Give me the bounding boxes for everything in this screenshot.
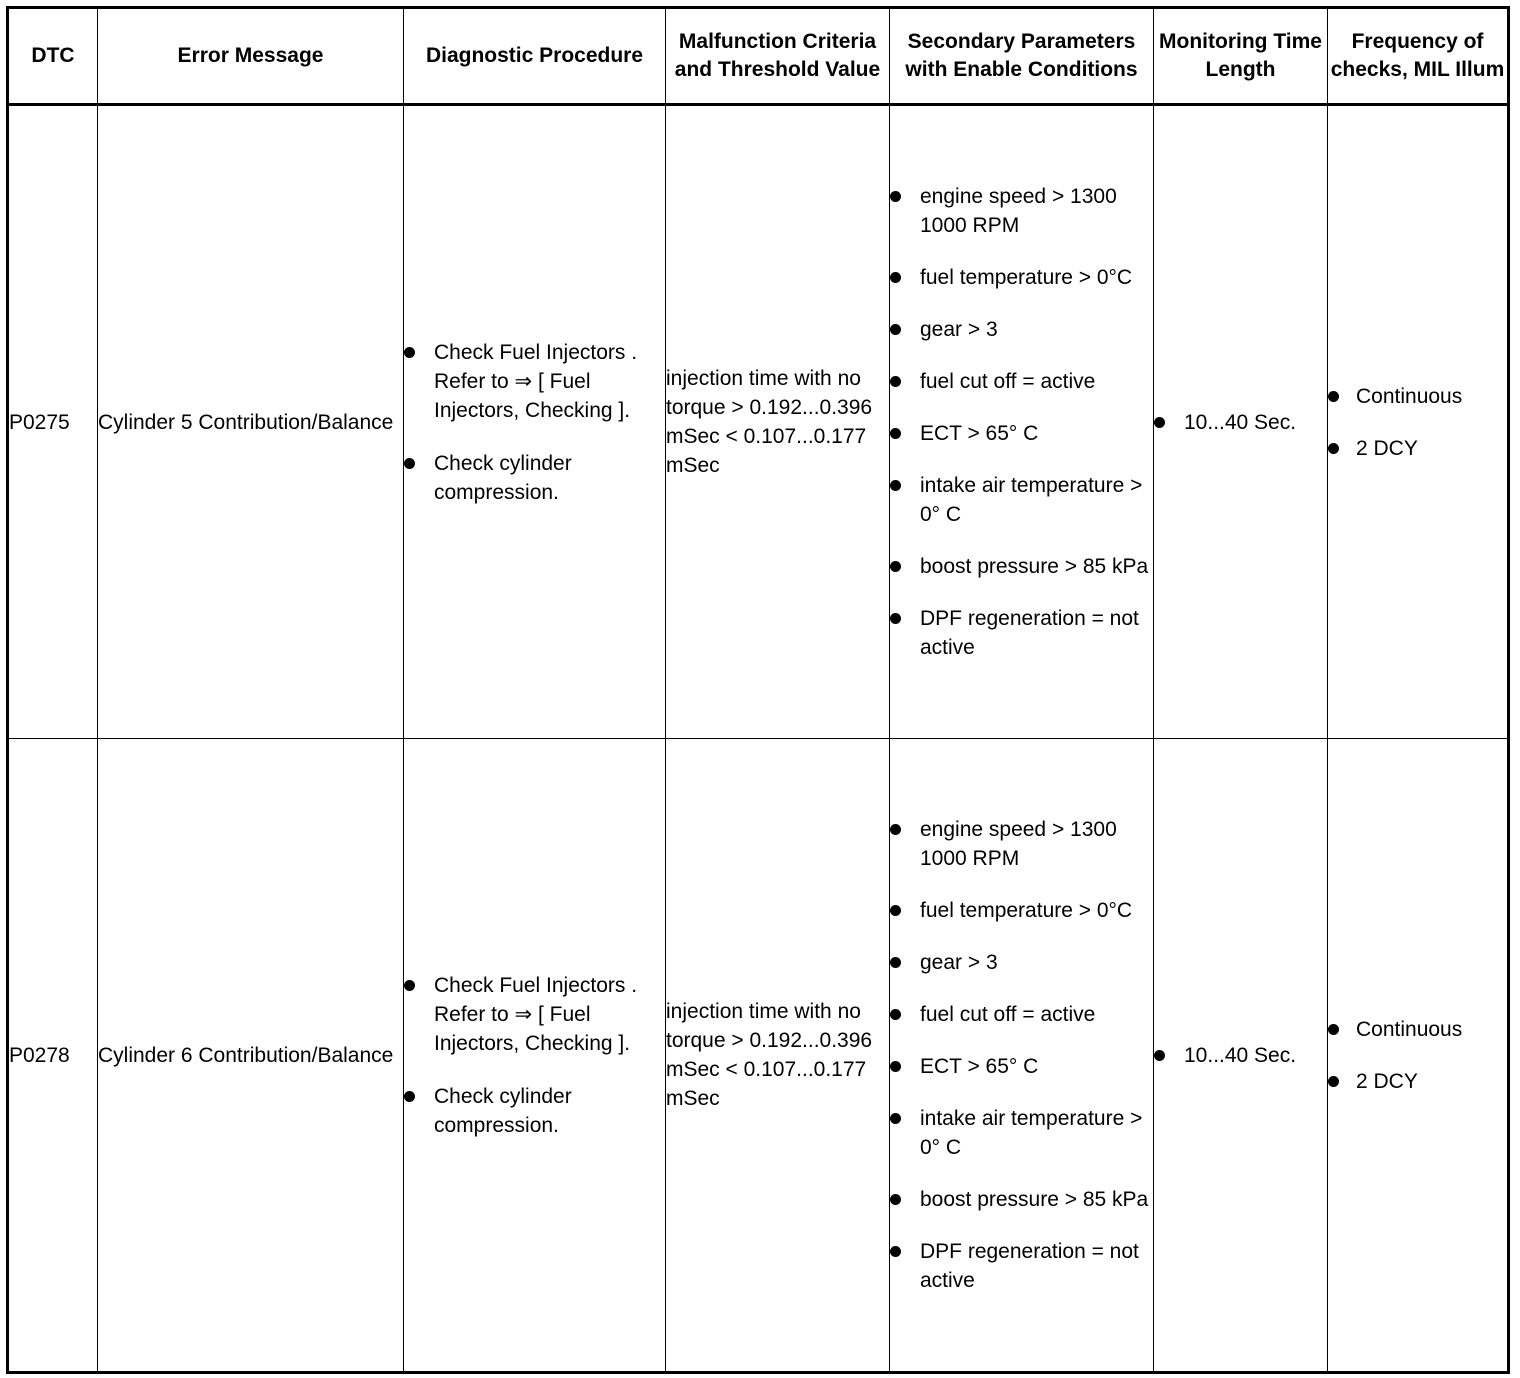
bullet-icon xyxy=(1328,391,1339,402)
procedure-text: Check Fuel Injectors . Refer to ⇒ [ Fuel Injectors, Checking ]. xyxy=(434,973,638,1055)
bullet-icon xyxy=(890,905,901,916)
frequency-item xyxy=(1328,1067,1507,1096)
monitoring-list xyxy=(1154,1041,1327,1070)
bullet-icon xyxy=(404,1091,415,1102)
secondary-text: gear > 3 xyxy=(920,318,998,341)
secondary-text: intake air temperature > 0° C xyxy=(920,1107,1143,1159)
secondary-text: gear > 3 xyxy=(920,951,998,974)
secondary-item xyxy=(890,315,1153,344)
secondary-item xyxy=(890,1052,1153,1081)
secondary-item xyxy=(890,367,1153,396)
dtc-code: P0278 xyxy=(8,739,98,1373)
monitoring-item xyxy=(1154,408,1327,437)
header-row xyxy=(8,8,1509,105)
secondary-text: fuel temperature > 0°C xyxy=(920,899,1133,922)
bullet-icon xyxy=(890,428,901,439)
bullet-icon xyxy=(890,324,901,335)
error-message: Cylinder 6 Contribution/Balance xyxy=(98,739,404,1373)
procedure-list xyxy=(404,338,665,507)
secondary-item xyxy=(890,552,1153,581)
secondary-text: engine speed > 1300 1000 RPM xyxy=(920,818,1117,870)
secondary-item xyxy=(890,263,1153,292)
frequency-text: 2 DCY xyxy=(1356,1069,1418,1093)
header-error-message: Error Message xyxy=(98,8,404,105)
table-row xyxy=(8,105,1509,739)
bullet-icon xyxy=(890,1194,901,1205)
frequency-text: Continuous xyxy=(1356,1017,1463,1041)
secondary-list xyxy=(890,815,1153,1295)
monitoring-time-cell xyxy=(1154,105,1328,739)
procedure-item xyxy=(404,449,665,507)
bullet-icon xyxy=(890,1061,901,1072)
secondary-text: DPF regeneration = not active xyxy=(920,607,1139,659)
bullet-icon xyxy=(890,613,901,624)
procedure-item xyxy=(404,1082,665,1140)
bullet-icon xyxy=(1154,1050,1165,1061)
secondary-text: fuel cut off = active xyxy=(920,1003,1096,1026)
bullet-icon xyxy=(890,1246,901,1257)
frequency-list xyxy=(1328,382,1507,463)
secondary-text: ECT > 65° C xyxy=(920,422,1039,445)
monitoring-text: 10...40 Sec. xyxy=(1184,1043,1297,1067)
frequency-item xyxy=(1328,382,1507,411)
bullet-icon xyxy=(404,347,415,358)
secondary-list xyxy=(890,182,1153,662)
procedure-text: Check cylinder compression. xyxy=(434,1084,572,1137)
secondary-item xyxy=(890,1000,1153,1029)
dtc-code: P0275 xyxy=(8,105,98,739)
secondary-item xyxy=(890,815,1153,873)
procedure-text: Check cylinder compression. xyxy=(434,451,572,504)
header-frequency: Frequency of checks, MIL Illum xyxy=(1328,8,1509,105)
procedure-item xyxy=(404,338,665,425)
monitoring-item xyxy=(1154,1041,1327,1070)
frequency-list xyxy=(1328,1015,1507,1096)
procedure-item xyxy=(404,971,665,1058)
header-diagnostic-procedure: Diagnostic Procedure xyxy=(404,8,666,105)
header-malfunction-criteria: Malfunction Criteria and Threshold Value xyxy=(666,8,890,105)
secondary-text: intake air temperature > 0° C xyxy=(920,474,1143,526)
secondary-item xyxy=(890,604,1153,662)
secondary-item xyxy=(890,948,1153,977)
bullet-icon xyxy=(404,458,415,469)
diagnostic-procedure-cell xyxy=(404,739,666,1373)
secondary-item xyxy=(890,1185,1153,1214)
monitoring-list xyxy=(1154,408,1327,437)
secondary-text: fuel temperature > 0°C xyxy=(920,266,1133,289)
diagnostic-procedure-cell xyxy=(404,105,666,739)
bullet-icon xyxy=(1154,417,1165,428)
monitoring-time-cell xyxy=(1154,739,1328,1373)
bullet-icon xyxy=(1328,443,1339,454)
monitoring-text: 10...40 Sec. xyxy=(1184,410,1297,434)
secondary-item xyxy=(890,1237,1153,1295)
procedure-text: Check Fuel Injectors . Refer to ⇒ [ Fuel Injectors, Checking ]. xyxy=(434,340,638,422)
bullet-icon xyxy=(890,1113,901,1124)
secondary-text: DPF regeneration = not active xyxy=(920,1240,1139,1292)
header-dtc: DTC xyxy=(8,8,98,105)
secondary-item xyxy=(890,471,1153,529)
secondary-text: boost pressure > 85 kPa xyxy=(920,555,1149,578)
secondary-text: engine speed > 1300 1000 RPM xyxy=(920,185,1117,237)
frequency-item xyxy=(1328,1015,1507,1044)
malfunction-criteria: injection time with no torque > 0.192...0.396 mSec < 0.107...0.177 mSec xyxy=(666,105,890,739)
frequency-text: 2 DCY xyxy=(1356,436,1418,460)
bullet-icon xyxy=(1328,1024,1339,1035)
bullet-icon xyxy=(890,376,901,387)
malfunction-criteria: injection time with no torque > 0.192...0.396 mSec < 0.107...0.177 mSec xyxy=(666,739,890,1373)
procedure-list xyxy=(404,971,665,1140)
dtc-table xyxy=(6,6,1510,1374)
error-message: Cylinder 5 Contribution/Balance xyxy=(98,105,404,739)
bullet-icon xyxy=(404,980,415,991)
bullet-icon xyxy=(890,272,901,283)
bullet-icon xyxy=(890,561,901,572)
frequency-text: Continuous xyxy=(1356,384,1463,408)
frequency-cell xyxy=(1328,739,1509,1373)
bullet-icon xyxy=(890,480,901,491)
frequency-item xyxy=(1328,434,1507,463)
secondary-text: ECT > 65° C xyxy=(920,1055,1039,1078)
bullet-icon xyxy=(890,957,901,968)
bullet-icon xyxy=(890,191,901,202)
header-secondary-parameters: Secondary Parameters with Enable Conditions xyxy=(890,8,1154,105)
secondary-item xyxy=(890,182,1153,240)
secondary-item xyxy=(890,419,1153,448)
secondary-item xyxy=(890,1104,1153,1162)
secondary-parameters-cell xyxy=(890,739,1154,1373)
secondary-text: fuel cut off = active xyxy=(920,370,1096,393)
bullet-icon xyxy=(890,824,901,835)
bullet-icon xyxy=(890,1009,901,1020)
secondary-item xyxy=(890,896,1153,925)
secondary-text: boost pressure > 85 kPa xyxy=(920,1188,1149,1211)
frequency-cell xyxy=(1328,105,1509,739)
bullet-icon xyxy=(1328,1076,1339,1087)
secondary-parameters-cell xyxy=(890,105,1154,739)
header-monitoring-time: Monitoring Time Length xyxy=(1154,8,1328,105)
table-row xyxy=(8,739,1509,1373)
